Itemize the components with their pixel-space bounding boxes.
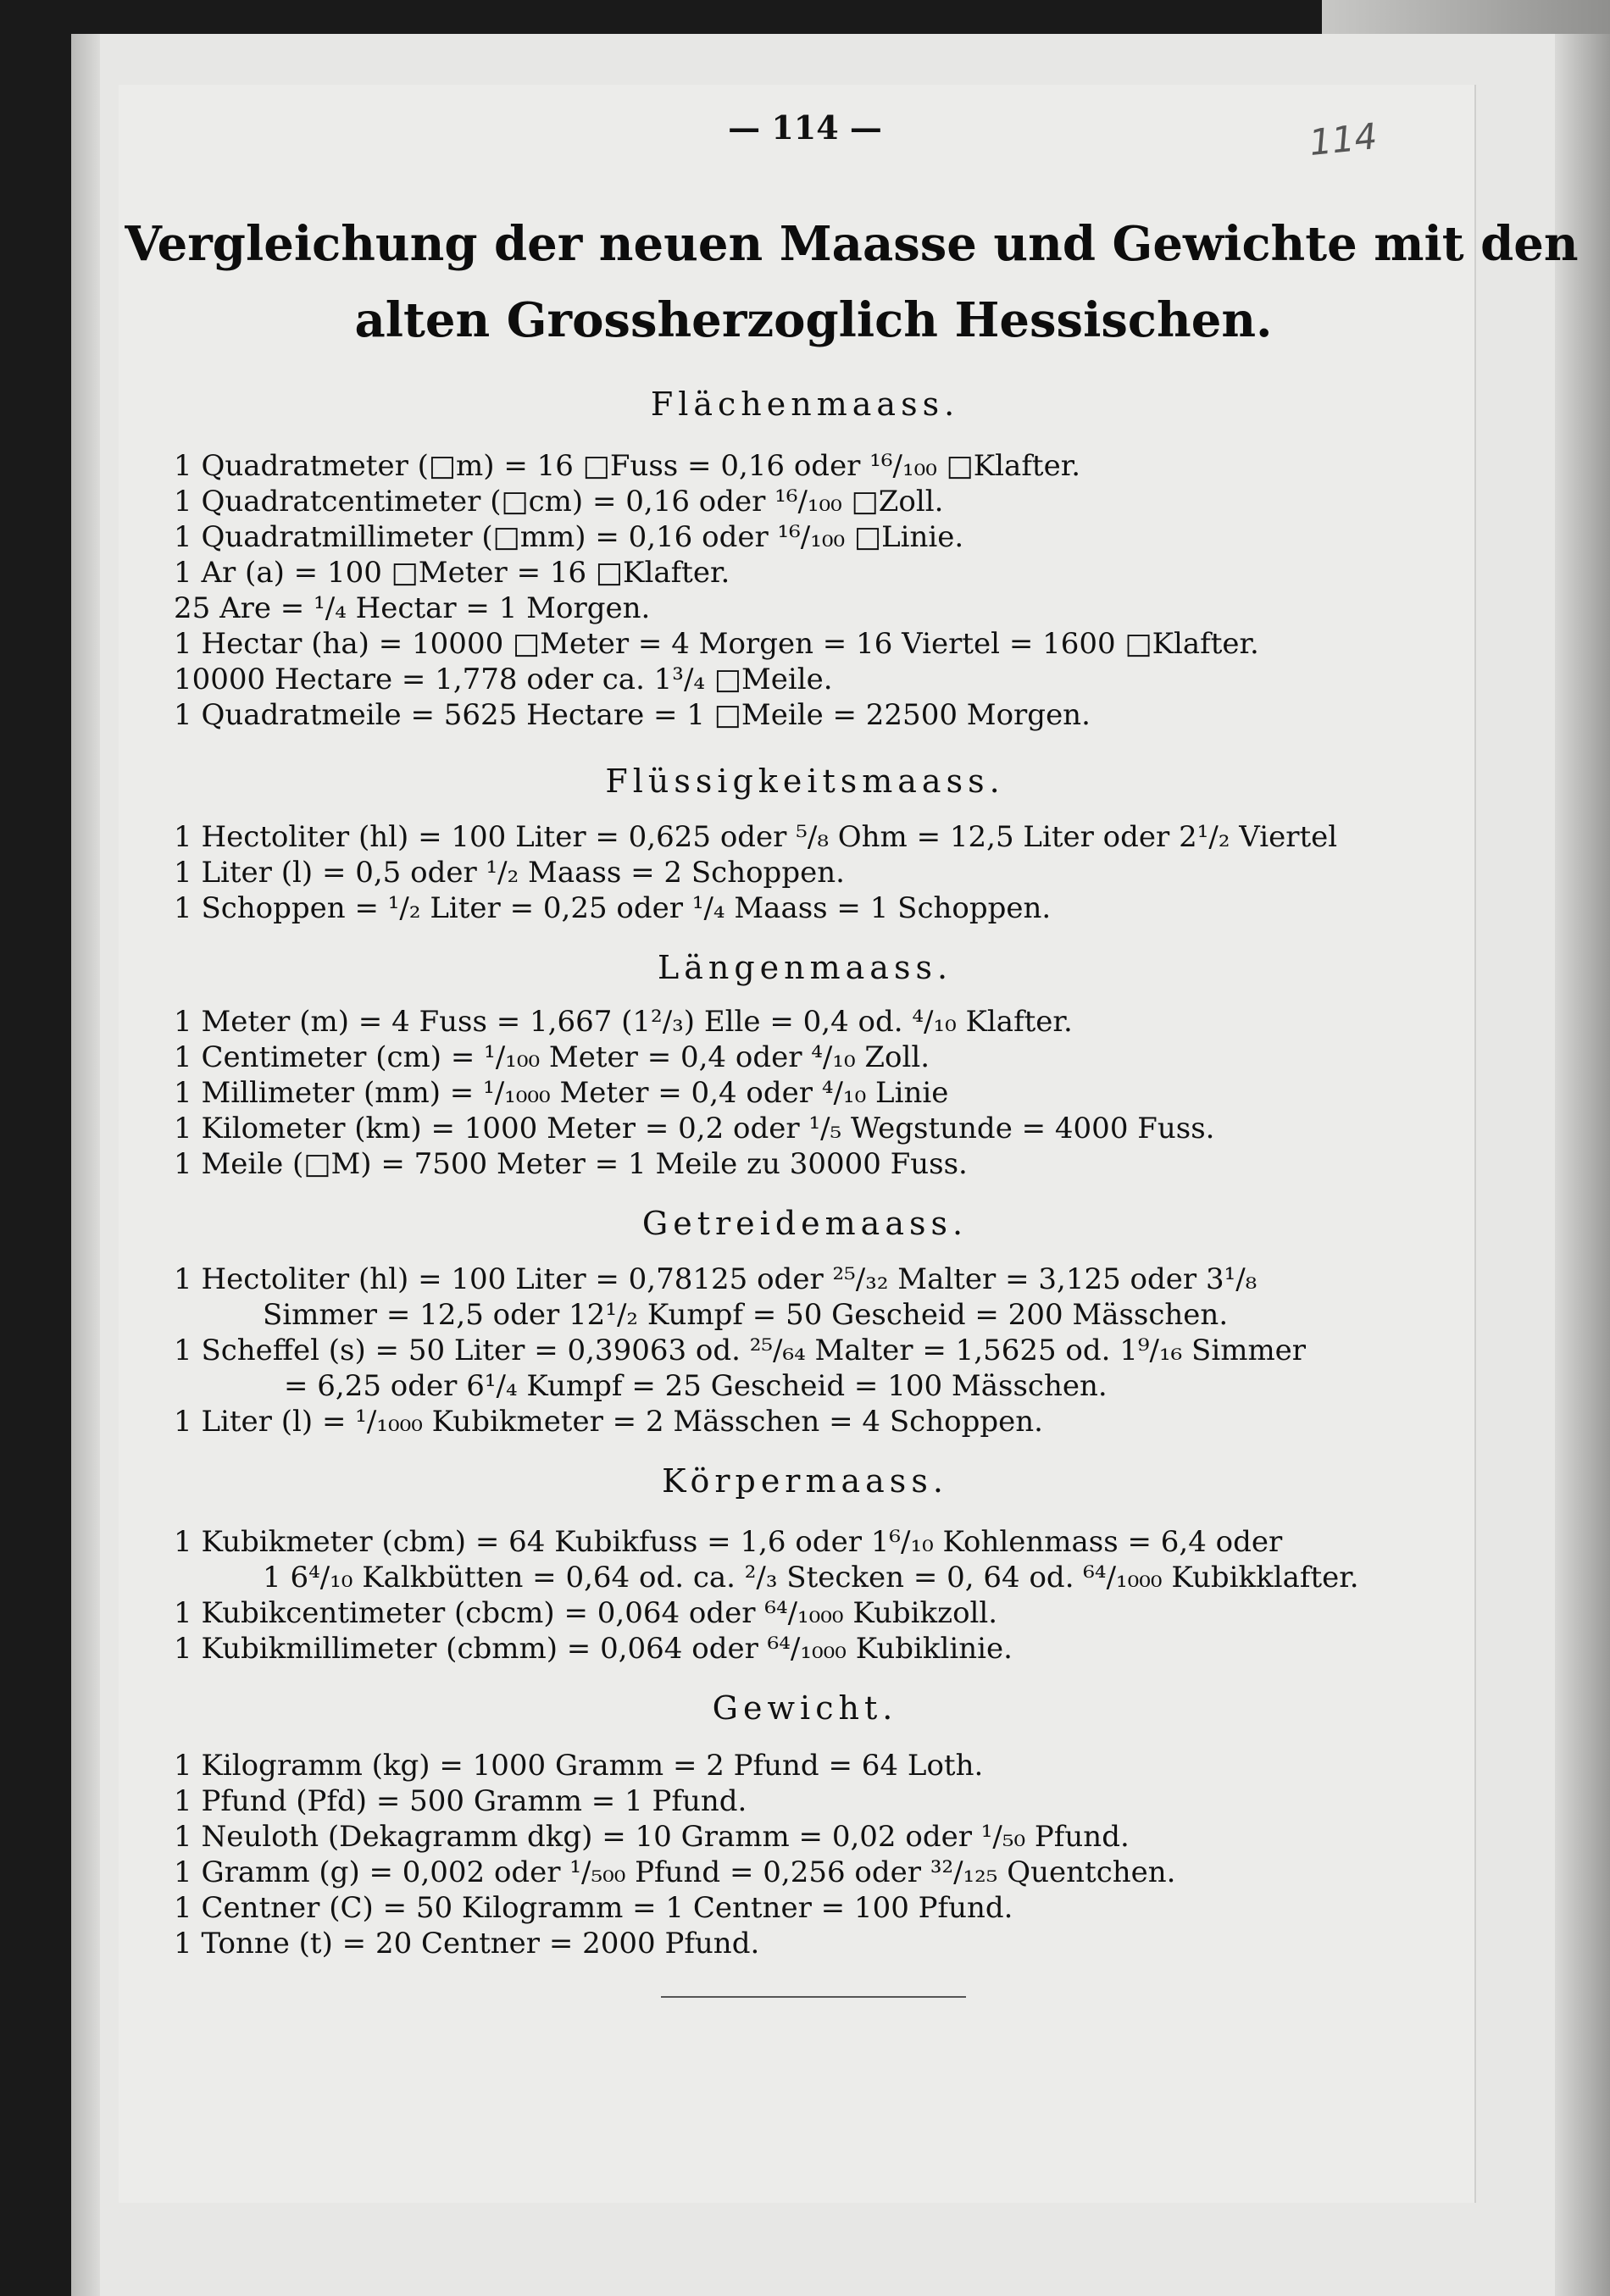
text-line: 1 Quadratmeter (□m) = 16 □Fuss = 0,16 oder ¹⁶/₁₀₀ □Klafter.: [174, 449, 1081, 483]
text-line: 1 Kubikcentimeter (cbcm) = 0,064 oder ⁶⁴/₁₀₀₀ Kubikzoll.: [174, 1596, 998, 1630]
text-line: 1 Gramm (g) = 0,002 oder ¹/₅₀₀ Pfund = 0,256 oder ³²/₁₂₅ Quentchen.: [174, 1855, 1176, 1889]
text-line: 1 Hectar (ha) = 10000 □Meter = 4 Morgen = 16 Viertel = 1600 □Klafter.: [174, 627, 1259, 661]
text-line: 1 Quadratmillimeter (□mm) = 0,16 oder ¹⁶/₁₀₀ □Linie.: [174, 520, 964, 554]
section-heading-laengenmaass: Längenmaass.: [657, 949, 953, 986]
text-line: 1 Hectoliter (hl) = 100 Liter = 0,78125 oder ²⁵/₃₂ Malter = 3,125 oder 3¹/₈: [174, 1262, 1257, 1296]
text-line: 1 Meile (□M) = 7500 Meter = 1 Meile zu 30000 Fuss.: [174, 1147, 968, 1181]
section-heading-koerpermaass: Körpermaass.: [662, 1462, 948, 1500]
text-line: 1 Liter (l) = 0,5 oder ¹/₂ Maass = 2 Schoppen.: [174, 856, 845, 890]
handwritten-page-number: 114: [1307, 114, 1380, 164]
text-line: 1 Schoppen = ¹/₂ Liter = 0,25 oder ¹/₄ Maass = 1 Schoppen.: [174, 891, 1052, 925]
text-line: 1 Millimeter (mm) = ¹/₁₀₀₀ Meter = 0,4 oder ⁴/₁₀ Linie: [174, 1076, 949, 1110]
section-heading-getreidemaass: Getreidemaass.: [641, 1205, 969, 1242]
text-line: = 6,25 oder 6¹/₄ Kumpf = 25 Gescheid = 100 Mässchen.: [284, 1369, 1108, 1403]
title-line-2: alten Grossherzoglich Hessischen.: [354, 292, 1273, 348]
text-line: 1 Liter (l) = ¹/₁₀₀₀ Kubikmeter = 2 Mässchen = 4 Schoppen.: [174, 1405, 1043, 1439]
page-edge: [1555, 34, 1610, 2296]
section-heading-fluessigkeitsmaass: Flüssigkeitsmaass.: [605, 763, 1005, 800]
text-line: 1 Kilogramm (kg) = 1000 Gramm = 2 Pfund = 64 Loth.: [174, 1749, 984, 1783]
section-heading-gewicht: Gewicht.: [712, 1689, 898, 1727]
text-line: 1 Quadratcentimeter (□cm) = 0,16 oder ¹⁶/₁₀₀ □Zoll.: [174, 485, 944, 519]
text-line: 1 Centner (C) = 50 Kilogramm = 1 Centner = 100 Pfund.: [174, 1891, 1013, 1925]
text-line: 1 Kubikmillimeter (cbmm) = 0,064 oder ⁶⁴/₁₀₀₀ Kubiklinie.: [174, 1632, 1013, 1666]
text-line: 1 Tonne (t) = 20 Centner = 2000 Pfund.: [174, 1927, 760, 1960]
title-line-1: Vergleichung der neuen Maasse und Gewichte mit den: [125, 216, 1579, 272]
text-line: 10000 Hectare = 1,778 oder ca. 1³/₄ □Meile.: [174, 663, 833, 696]
text-line: 1 Ar (a) = 100 □Meter = 16 □Klafter.: [174, 556, 730, 590]
closing-rule: [661, 1996, 966, 1998]
text-line: 1 6⁴/₁₀ Kalkbütten = 0,64 od. ca. ²/₃ Stecken = 0, 64 od. ⁶⁴/₁₀₀₀ Kubikklafter.: [263, 1561, 1359, 1594]
text-line: 1 Hectoliter (hl) = 100 Liter = 0,625 oder ⁵/₈ Ohm = 12,5 Liter oder 2¹/₂ Viertel: [174, 820, 1338, 854]
text-line: 1 Meter (m) = 4 Fuss = 1,667 (1²/₃) Elle = 0,4 od. ⁴/₁₀ Klafter.: [174, 1005, 1073, 1039]
text-line: 1 Kubikmeter (cbm) = 64 Kubikfuss = 1,6 oder 1⁶/₁₀ Kohlenmass = 6,4 oder: [174, 1525, 1283, 1559]
page-gutter: [71, 34, 100, 2296]
page-number: — 114 —: [728, 108, 882, 147]
text-line: 1 Quadratmeile = 5625 Hectare = 1 □Meile = 22500 Morgen.: [174, 698, 1091, 732]
text-line: Simmer = 12,5 oder 12¹/₂ Kumpf = 50 Gescheid = 200 Mässchen.: [263, 1298, 1229, 1332]
text-line: 25 Are = ¹/₄ Hectar = 1 Morgen.: [174, 591, 651, 625]
text-line: 1 Pfund (Pfd) = 500 Gramm = 1 Pfund.: [174, 1784, 747, 1818]
text-line: 1 Kilometer (km) = 1000 Meter = 0,2 oder ¹/₅ Wegstunde = 4000 Fuss.: [174, 1112, 1215, 1145]
section-heading-flaechenmaass: Flächenmaass.: [650, 385, 960, 423]
text-line: 1 Centimeter (cm) = ¹/₁₀₀ Meter = 0,4 oder ⁴/₁₀ Zoll.: [174, 1040, 930, 1074]
text-line: 1 Neuloth (Dekagramm dkg) = 10 Gramm = 0,02 oder ¹/₅₀ Pfund.: [174, 1820, 1130, 1854]
text-line: 1 Scheffel (s) = 50 Liter = 0,39063 od. ²⁵/₆₄ Malter = 1,5625 od. 1⁹/₁₆ Simmer: [174, 1334, 1307, 1367]
